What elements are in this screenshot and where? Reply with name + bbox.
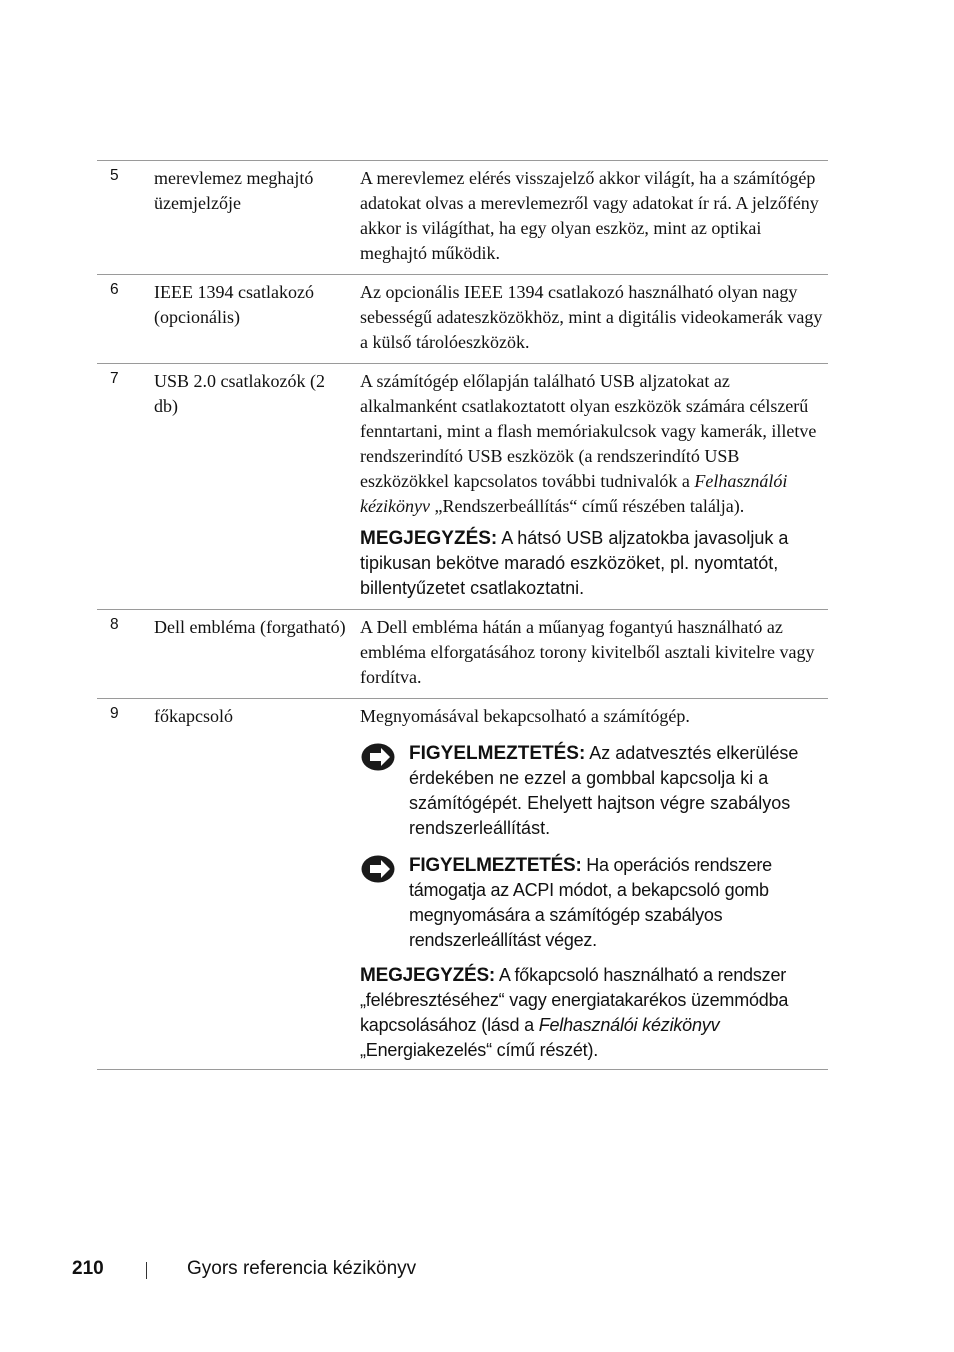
table-row: [97, 161, 828, 275]
item-name: USB 2.0 csatlakozók (2 db): [154, 371, 325, 416]
item-name: IEEE 1394 csatlakozó (opcionális): [154, 282, 314, 327]
note-block: [360, 526, 828, 601]
item-name: főkapcsoló: [154, 706, 233, 726]
item-description: Az opcionális IEEE 1394 csatlakozó használható olyan nagy sebességű adateszközökhöz, mint a digitális videokamerák vagy a külső tárolóeszközök.: [360, 282, 823, 352]
table-row: [97, 364, 828, 610]
item-number: 5: [110, 167, 119, 184]
note-label: MEGJEGYZÉS:: [360, 965, 496, 986]
table-row: [97, 699, 828, 1070]
note-text: A hátsó USB aljzatokba javasoljuk a tipikusan bekötve maradó eszközöket, pl. nyomtatót, billentyűzetet csatlakoztatni.: [360, 528, 789, 598]
item-description: [360, 704, 828, 1063]
warning-text: Ha operációs rendszere támogatja az ACPI módot, a bekapcsoló gomb megnyomására a számítógép szabályos rendszerleállítást végez.: [409, 855, 772, 950]
warning-text: Az adatvesztés elkerülése érdekében ne ezzel a gombbal kapcsolja ki a számítógépét. Ehelyett hajtson végre szabályos rendszerleállítást.: [409, 743, 799, 838]
description-text: Megnyomásával bekapcsolható a számítógép.: [360, 706, 690, 726]
note-text: A főkapcsoló használható a rendszer „felébresztéséhez“ vagy energiatakarékos üzemmódba kapcsolásához (lásd a: [360, 965, 789, 1035]
warning-block: [360, 741, 828, 841]
note-block: [360, 963, 828, 1063]
item-description: A merevlemez elérés visszajelző akkor világít, ha a számítógép adatokat olvas a merevlemezről vagy adatokat ír rá. A jelzőfény akkor is világíthat, ha egy olyan eszköz, mint az optikai meghajtó működik.: [360, 168, 819, 263]
footer-title: Gyors referencia kézikönyv: [187, 1258, 417, 1279]
item-description: A Dell embléma hátán a műanyag fogantyú használható az embléma elforgatásához torony kivitelből asztali kivitelre vagy fordítva.: [360, 617, 815, 687]
page-number: 210: [72, 1258, 104, 1279]
footer-divider: [146, 1262, 147, 1279]
warning-block: [360, 853, 828, 953]
manual-reference: Felhasználói kézikönyv: [360, 471, 788, 516]
note-label: MEGJEGYZÉS:: [360, 528, 498, 549]
item-name: Dell embléma (forgatható): [154, 617, 346, 637]
table-row: [97, 610, 828, 699]
description-text: A számítógép előlapján található USB aljzatokat az alkalmanként csatlakoztatott olyan eszközök számára célszerű fenntartani, mint a flash memóriakulcsok vagy kamerák, illetve rendszerindító USB eszközök (a rendszerindító USB eszközökkel kapcsolatos további tudnivalók a: [360, 371, 817, 491]
item-description: [360, 369, 828, 601]
description-text: „Rendszerbeállítás“ című részében találja).: [429, 496, 745, 516]
warning-label: FIGYELMEZTETÉS:: [409, 743, 586, 764]
item-number: 7: [110, 370, 119, 387]
item-name: merevlemez meghajtó üzemjelzője: [154, 168, 314, 213]
table-row: [97, 275, 828, 364]
component-table: [97, 160, 828, 1070]
manual-reference: Felhasználói kézikönyv: [538, 1015, 720, 1035]
item-number: 9: [110, 705, 119, 722]
warning-label: FIGYELMEZTETÉS:: [409, 855, 582, 876]
warning-icon: [361, 855, 395, 883]
warning-icon: [361, 743, 395, 771]
item-number: 6: [110, 281, 119, 298]
item-number: 8: [110, 616, 119, 633]
note-text: „Energiakezelés“ című részét).: [360, 1040, 599, 1060]
